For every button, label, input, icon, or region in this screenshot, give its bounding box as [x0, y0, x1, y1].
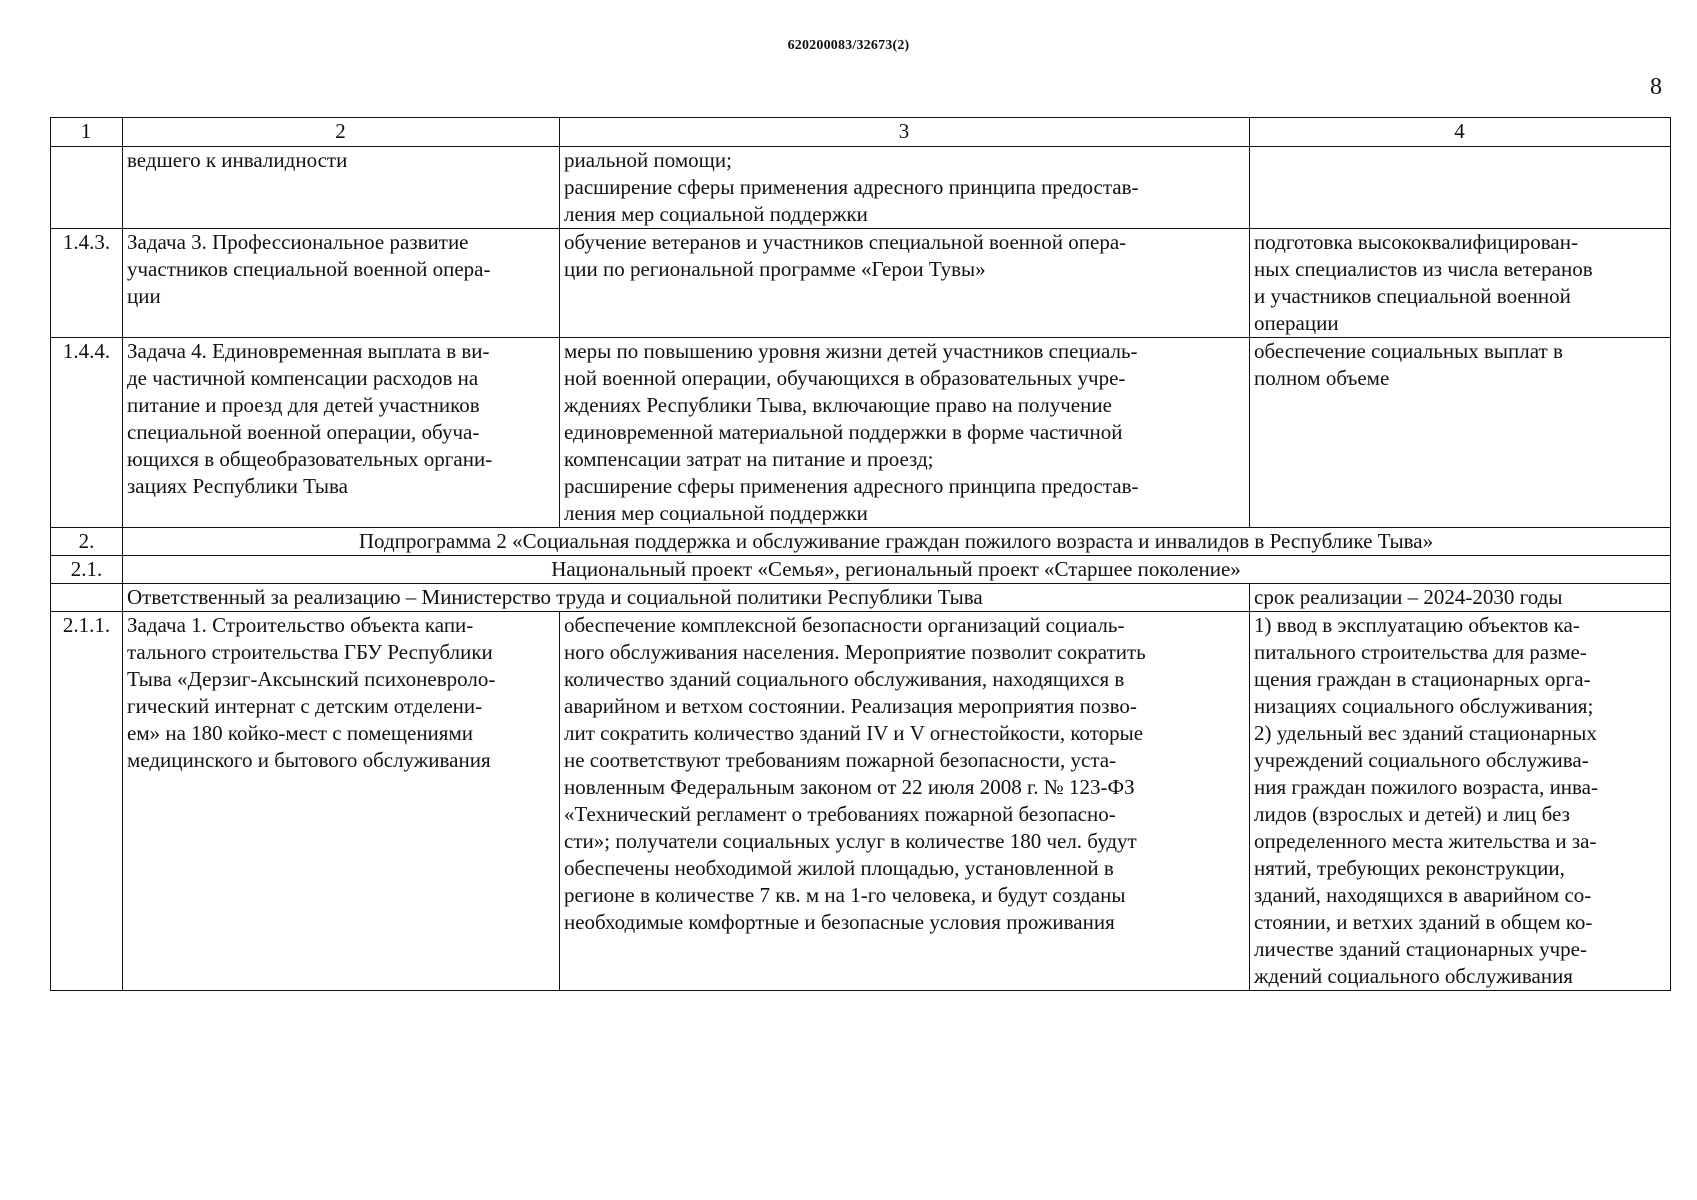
- results-cell: [1250, 147, 1671, 229]
- row-number: 1.4.3.: [51, 229, 123, 338]
- task-cell: Задача 3. Профессиональное развитие участников специальной военной опера- ции: [123, 229, 560, 338]
- row-number: [51, 147, 123, 229]
- results-cell: обеспечение социальных выплат в полном объеме: [1250, 338, 1671, 528]
- column-header: 1: [51, 118, 123, 147]
- results-cell: подготовка высококвалифицирован- ных специалистов из числа ветеранов и участников специальной военной операции: [1250, 229, 1671, 338]
- document-id: 620200083/32673(2): [787, 38, 910, 53]
- task-cell: Задача 4. Единовременная выплата в ви- де частичной компенсации расходов на питание и проезд для детей участников специальной военной операции, обуча- ющихся в общеобразовательных органи- зациях Республики Тыва: [123, 338, 560, 528]
- project-title: Национальный проект «Семья», региональный проект «Старшее поколение»: [123, 556, 1671, 584]
- subprogram-title: Подпрограмма 2 «Социальная поддержка и обслуживание граждан пожилого возраста и инвалидов в Республике Тыва»: [123, 528, 1671, 556]
- table-row: [51, 612, 1671, 991]
- program-table: [50, 117, 1671, 991]
- results-cell: 1) ввод в эксплуатацию объектов ка- питального строительства для разме- щения граждан в стационарных орга- низациях социального обслуживания; 2) удельный вес зданий стационарных учреждений социального обслужива- ния граждан пожилого возраста, инва- лидов (взрослых и детей) и лиц без определенного места жительства и за- нятий, требующих реконструкции, зданий, находящихся в аварийном со- стоянии, и ветхих зданий в общем ко- личестве зданий стационарных учре- ждений социального обслуживания: [1250, 612, 1671, 991]
- page-number: 8: [1650, 74, 1662, 100]
- measures-cell: риальной помощи; расширение сферы применения адресного принципа предостав- ления мер социальной поддержки: [560, 147, 1250, 229]
- row-number: 1.4.4.: [51, 338, 123, 528]
- measures-cell: обучение ветеранов и участников специальной военной опера- ции по региональной программе «Герои Тувы»: [560, 229, 1250, 338]
- responsible-row: [51, 584, 1671, 612]
- row-number: [51, 584, 123, 612]
- task-cell: Задача 1. Строительство объекта капи- тального строительства ГБУ Республики Тыва «Дерзиг-Аксынский психоневроло- гический интернат с детским отделени- ем» на 180 койко-мест с помещениями медицинского и бытового обслуживания: [123, 612, 560, 991]
- table-row: [51, 147, 1671, 229]
- project-row: [51, 556, 1671, 584]
- table-row: [51, 338, 1671, 528]
- task-cell: ведшего к инвалидности: [123, 147, 560, 229]
- header-row: [51, 118, 1671, 147]
- column-header: 2: [123, 118, 560, 147]
- responsible-text: Ответственный за реализацию – Министерство труда и социальной политики Республики Тыва: [123, 584, 1250, 612]
- implementation-term: срок реализации – 2024-2030 годы: [1250, 584, 1671, 612]
- subprogram-row: [51, 528, 1671, 556]
- measures-cell: обеспечение комплексной безопасности организаций социаль- ного обслуживания населения. Мероприятие позволит сократить количество зданий социального обслуживания, находящихся в аварийном и ветхом состоянии. Реализация мероприятия позво- лит сократить количество зданий IV и V огнестойкости, которые не соответствуют требованиям пожарной безопасности, уста- новленным Федеральным законом от 22 июля 2008 г. № 123-ФЗ «Технический регламент о требованиях пожарной безопасно- сти»; получатели социальных услуг в количестве 180 чел. будут обеспечены необходимой жилой площадью, установленной в регионе в количестве 7 кв. м на 1-го человека, и будут созданы необходимые комфортные и безопасные условия проживания: [560, 612, 1250, 991]
- column-header: 3: [560, 118, 1250, 147]
- row-number: 2.1.1.: [51, 612, 123, 991]
- column-header: 4: [1250, 118, 1671, 147]
- measures-cell: меры по повышению уровня жизни детей участников специаль- ной военной операции, обучающихся в образовательных учре- ждениях Республики Тыва, включающие право на получение единовременной материальной поддержки в форме частичной компенсации затрат на питание и проезд; расширение сферы применения адресного принципа предостав- ления мер социальной поддержки: [560, 338, 1250, 528]
- table-row: [51, 229, 1671, 338]
- row-number: 2.: [51, 528, 123, 556]
- row-number: 2.1.: [51, 556, 123, 584]
